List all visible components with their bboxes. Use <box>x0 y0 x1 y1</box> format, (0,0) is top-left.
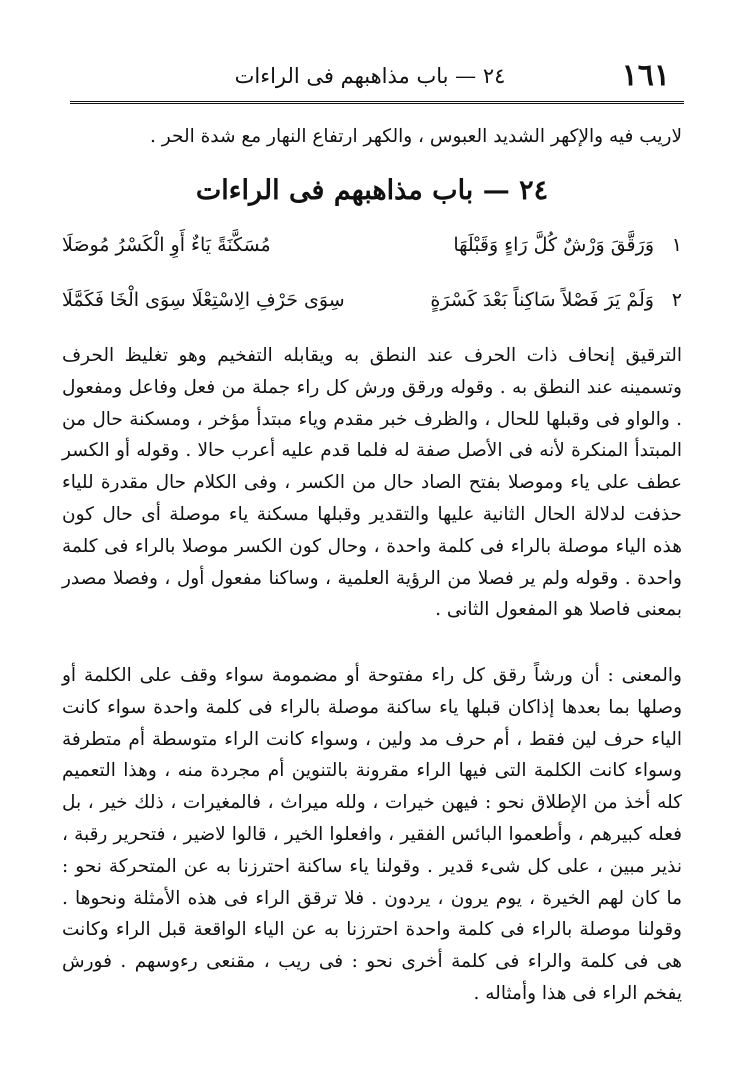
chapter-heading: ٢٤ — باب مذاهبهم فى الراءات <box>195 175 549 206</box>
verse-number: ١ <box>671 234 682 256</box>
intro-paragraph <box>62 121 682 153</box>
verse-second-hemistich: سِوَى حَرْفِ الِاسْتِعْلَا سِوَى الْخَا فَكَمَّلَا <box>62 289 345 311</box>
commentary-paragraph: الترقيق إنحاف ذات الحرف عند النطق به ويقابله التفخيم وهو تغليظ الحرف وتسمينه عند النطق به . وقوله ورقق ورش كل راء جملة من فعل وفاعل ومفعول . والواو فى وقبلها للحال ، والظرف خبر مقدم وياء مبتدأ مؤخر ، ومسكنة حال من المبتدأ المنكرة لأنه فى الأصل صفة له فلما قدم عليه أعرب حالا . وقوله أو الكسر عطف على ياء وموصلا بفتح الصاد حال من الكسر ، وفى الكلام حال مقدرة للياء حذفت لدلالة الحال الثانية عليها والتقدير وقبلها مسكنة ياء موصلة أى حال كون هذه الياء موصلة بالراء فى كلمة واحدة ، وحال كون الكسر موصلا بالراء فى كلمة واحدة . وقوله ولم ير فصلا من الرؤية العلمية ، وساكنا مفعول أول ، وفصلا مصدر بمعنى فاصلا هو المفعول الثانى . <box>62 345 682 621</box>
verse-first-hemistich: وَلَمْ يَرَ فَصْلاً سَاكِناً بَعْدَ كَسْرَةٍ <box>430 289 654 311</box>
verse-line <box>62 228 682 264</box>
meaning-section <box>62 660 682 1010</box>
page-header <box>70 56 670 96</box>
verse-line <box>62 283 682 319</box>
verse-number: ٢ <box>671 289 682 311</box>
header-rule <box>70 101 684 104</box>
meaning-paragraph: والمعنى : أن ورشاً رقق كل راء مفتوحة أو مضمومة سواء وقف على الكلمة أو وصلها بما بعدها إذاكان قبلها ياء ساكنة موصلة بالراء فى كلمة واحدة سواء كانت الياء حرف لين فقط ، أم حرف مد ولين ، وسواء كانت الراء متوسطة أم متطرفة وسواء كانت الكلمة التى فيها الراء مقرونة بالتنوين أم مجردة منه ، وهذا التعميم كله أخذ من الإطلاق نحو : فيهن خيرات ، ولله ميراث ، فالمغيرات ، ذلك خير ، بل فعله كبيرهم ، وأطعموا البائس الفقير ، وافعلوا الخير ، قالوا لاضير ، فتحرير رقبة ، نذير مبين ، على كل شىء قدير . وقولنا ياء ساكنة احترزنا به عن المتحركة نحو : ما كان لهم الخيرة ، يوم يرون ، يردون . فلا ترقق الراء فى هذه الأمثلة ونحوها . وقولنا موصلة بالراء فى كلمة واحدة احترزنا به عن الياء الواقعة قبل الراء وكانت هى فى كلمة والراء فى كلمة أخرى نحو : فى ريب ، مقنعى رءوسهم . فورش يفخم الراء فى هذا وأمثاله . <box>62 665 682 1004</box>
intro-text: لاريب فيه والإكهر الشديد العبوس ، والكهر ارتفاع النهار مع شدة الحر . <box>150 126 682 147</box>
verse-second-hemistich: مُسَكَّنَةً يَاءٌ أَوِ الْكَسْرُ مُوصَلَا <box>62 234 271 256</box>
page-number: ١٦١ <box>621 58 670 93</box>
verse-first-hemistich: وَرَقَّقَ وَرْشٌ كُلَّ رَاءٍ وَقَبْلَهَا <box>453 234 654 256</box>
commentary-section <box>62 340 682 626</box>
running-title: ٢٤ — باب مذاهبهم فى الراءات <box>234 64 506 88</box>
